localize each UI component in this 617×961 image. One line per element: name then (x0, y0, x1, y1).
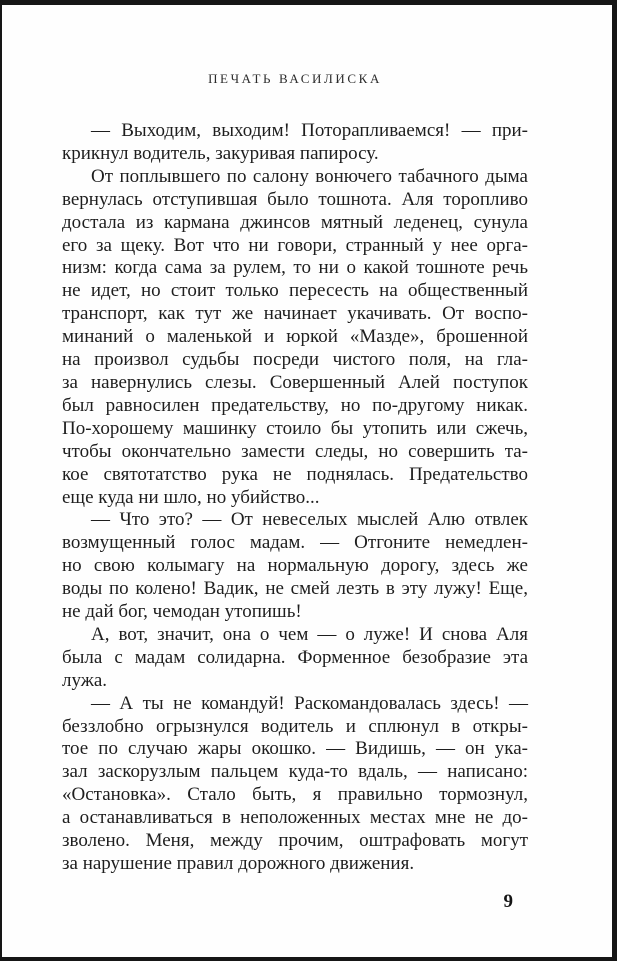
text-line: транспорт, как тут же начинает укачивать. От воспо- (62, 303, 528, 325)
text-line: «Остановка». Стало быть, я правильно тормознул, (62, 784, 528, 806)
text-line: на произвол судьбы посреди чистого поля, на гла- (62, 349, 528, 371)
text-line: По-хорошему машинку стоило бы утопить или сжечь, (62, 417, 528, 439)
text-line: был равносилен предательству, но по-другому никак. (62, 394, 528, 416)
text-line: его за щеку. Вот что ни говори, странный у нее орга- (62, 234, 528, 256)
text-line: зал заскорузлым пальцем куда-то вдаль, — написано: (62, 761, 528, 783)
running-header: ПЕЧАТЬ ВАСИЛИСКА (208, 71, 382, 86)
text-line: минаний о маленькой и юркой «Мазде», брошенной (62, 326, 528, 348)
text-line: А, вот, значит, она о чем — о луже! И снова Аля (91, 623, 528, 645)
text-line: не дай бог, чемодан утопишь! (62, 601, 302, 623)
text-line: но свою колымагу на нормальную дорогу, здесь же (62, 555, 528, 577)
text-line: — Выходим, выходим! Поторапливаемся! — при- (91, 120, 528, 141)
text-line: От поплывшего по салону вонючего табачного дыма (91, 165, 528, 187)
text-line: — А ты не командуй! Раскомандовалась здесь! — (91, 692, 528, 714)
text-line: еще куда ни шло, но убийство... (62, 486, 320, 508)
text-line: зволено. Меня, между прочим, оштрафовать могут (62, 830, 528, 852)
text-line: беззлобно огрызнулся водитель и сплюнул в откры- (62, 715, 528, 737)
text-line: кое святотатство рука не поднялась. Предательство (62, 463, 528, 485)
text-line: вернулась отступившая было тошнота. Аля торопливо (62, 188, 528, 210)
text-line: достала из кармана джинсов мятный леденец, сунула (62, 211, 528, 233)
text-line: крикнул водитель, закуривая папиросу. (62, 142, 379, 164)
text-line: чтобы окончательно замести следы, но совершить та- (62, 440, 528, 462)
text-line: а останавливаться в неположенных местах мне не до- (62, 807, 528, 829)
page-number: 9 (503, 890, 513, 912)
text-line: низм: когда сама за рулем, то ни о какой тошноте речь (62, 257, 528, 279)
text-line: была с мадам солидарна. Форменное безобразие эта (62, 646, 528, 668)
text-line: тое по случаю жары окошко. — Видишь, — он ука- (62, 738, 528, 760)
text-line: за навернулись слезы. Совершенный Алей поступок (62, 371, 528, 393)
text-line: — Что это? — От невеселых мыслей Алю отвлек (91, 509, 528, 531)
text-line: возмущенный голос мадам. — Отгоните немедлен- (62, 532, 528, 554)
body-text (62, 120, 528, 876)
text-line: воды по колено! Вадик, не смей лезть в эту лужу! Еще, (62, 578, 528, 600)
text-line: за нарушение правил дорожного движения. (62, 853, 415, 874)
text-line: лужа. (62, 669, 108, 691)
text-line: не идет, но стоит только пересесть на общественный (62, 280, 528, 302)
